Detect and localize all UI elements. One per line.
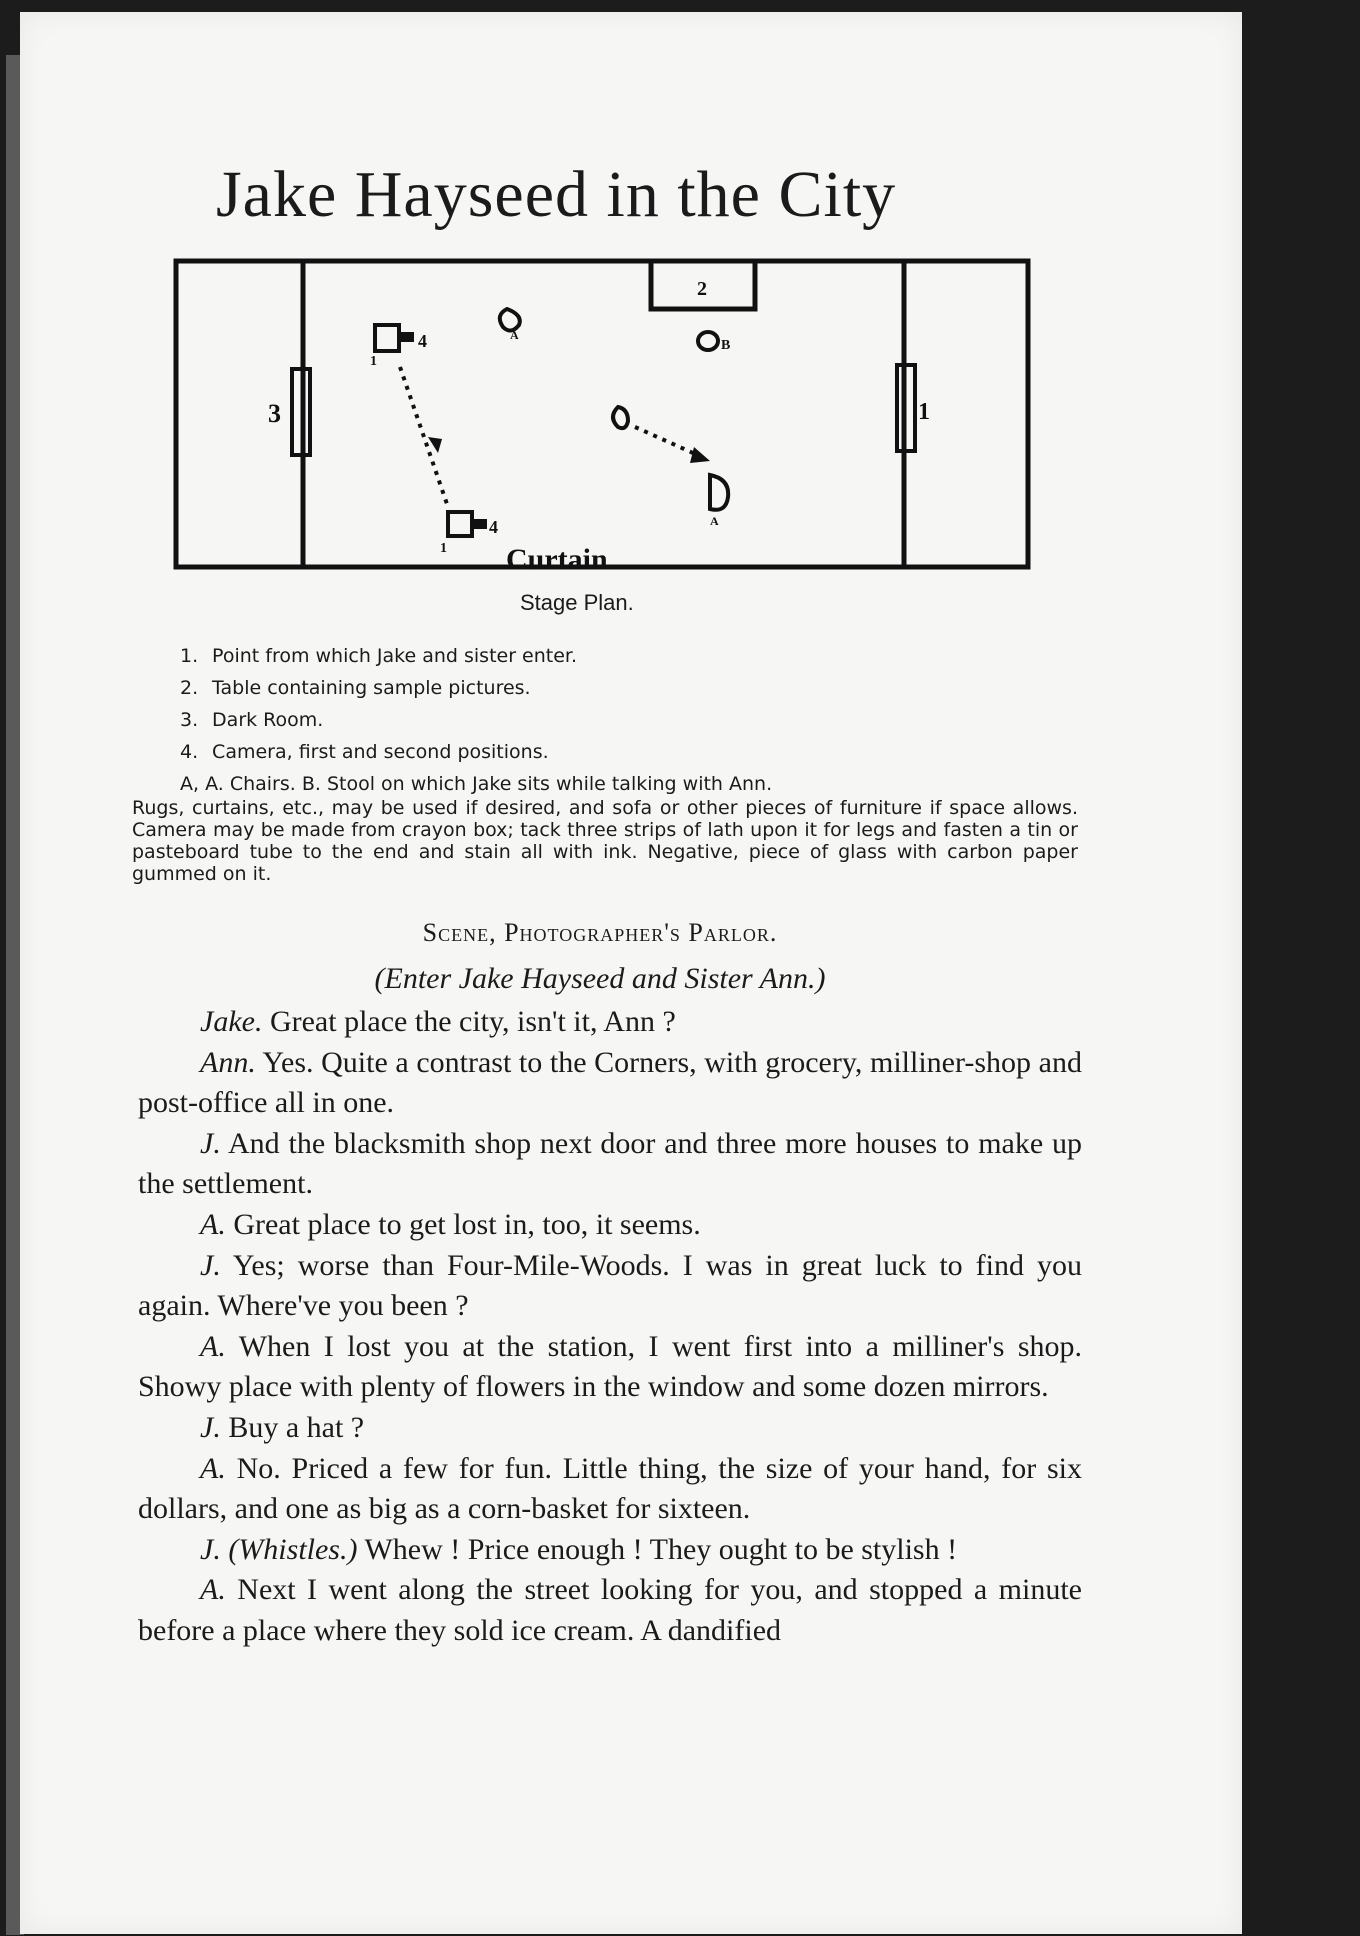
label-4-second: 4 — [489, 517, 498, 537]
legend-item — [180, 640, 1080, 672]
chair-path-arrow — [690, 447, 710, 463]
dialogue-line — [138, 1002, 1082, 1043]
camera-first-position — [375, 325, 399, 351]
staging-notes: Rugs, curtains, etc., may be used if desired, and sofa or other pieces of furniture if space allows. Camera may be made from crayon box; tack three strips of lath upon it for legs and fasten a tin or pasteboard tube to the end and stain all with ink. Negative, piece of glass with carbon paper gummed on it. — [132, 797, 1078, 885]
camera-move-path — [400, 367, 448, 507]
speaker: A. — [200, 1207, 226, 1241]
page-title: Jake Hayseed in the City — [216, 158, 897, 231]
dialogue-line — [138, 1205, 1082, 1246]
inline-direction: (Whistles.) — [228, 1532, 358, 1566]
legend-item — [180, 704, 1080, 736]
legend-text: Camera, first and second positions. — [212, 741, 549, 763]
plan-legend — [180, 640, 1080, 800]
line-text: Whew ! Price enough ! They ought to be stylish ! — [364, 1532, 958, 1566]
stool-b — [698, 332, 718, 350]
camera-second-position — [448, 512, 472, 536]
speaker: A. — [200, 1451, 226, 1485]
speaker: A. — [200, 1573, 226, 1607]
line-text: No. Priced a few for fun. Little thing, the size of your hand, for six dollars, and one as big as a corn-basket for sixteen. — [138, 1451, 1083, 1526]
legend-text: Point from which Jake and sister enter. — [212, 645, 578, 667]
camera-path-arrow — [428, 437, 442, 453]
speaker: A. — [200, 1329, 226, 1363]
chair-a-bottom — [710, 475, 728, 510]
speaker: J. — [200, 1532, 221, 1566]
legend-num: 3. — [180, 709, 199, 731]
label-a-bottom: A — [710, 514, 719, 528]
chair-move-path — [635, 427, 702, 457]
line-text: Next I went along the street looking for you, and stopped a minute before a place where they sold ice cream. A dandified — [138, 1573, 1082, 1647]
dialogue-line — [138, 1570, 1082, 1651]
legend-text: Table containing sample pictures. — [212, 677, 531, 699]
dialogue-line — [138, 1530, 1082, 1571]
dialogue-line — [138, 1408, 1082, 1449]
camera-lens-first — [400, 332, 414, 342]
legend-text: Dark Room. — [212, 709, 324, 731]
label-4-first: 4 — [418, 331, 427, 351]
speaker: Ann. — [200, 1045, 256, 1079]
legend-item — [180, 768, 1080, 800]
plan-caption: Stage Plan. — [520, 590, 634, 615]
label-3: 3 — [268, 399, 281, 428]
line-text: Buy a hat ? — [228, 1410, 365, 1444]
book-page — [20, 12, 1242, 1934]
legend-num: 2. — [180, 677, 199, 699]
legend-item — [180, 672, 1080, 704]
line-text: Great place the city, isn't it, Ann ? — [269, 1005, 676, 1038]
label-1: 1 — [918, 399, 930, 425]
speaker: J. — [200, 1410, 221, 1444]
speaker: J. — [200, 1126, 221, 1160]
dialogue — [138, 1002, 1082, 1652]
legend-item — [180, 736, 1080, 768]
legend-num: 1. — [180, 645, 199, 667]
label-b: B — [721, 338, 731, 353]
label-1-second: 1 — [440, 541, 447, 556]
dialogue-line — [138, 1449, 1082, 1530]
stage-plan-diagram — [170, 257, 1036, 577]
line-text: Yes. Quite a contrast to the Corners, with grocery, milliner-shop and post-office all in one. — [138, 1045, 1082, 1120]
label-2: 2 — [697, 278, 707, 300]
line-text: Yes; worse than Four-Mile-Woods. I was in great luck to find you again. Where've you been ? — [138, 1248, 1082, 1323]
legend-text: A, A. Chairs. B. Stool on which Jake sits while talking with Ann. — [180, 773, 773, 795]
label-a-top: A — [510, 328, 519, 342]
line-text: When I lost you at the station, I went first into a milliner's shop. Showy place with plenty of flowers in the window and some dozen mirrors. — [138, 1329, 1082, 1404]
scene-heading: Scene, Photographer's Parlor. — [422, 918, 778, 947]
line-text: And the blacksmith shop next door and three more houses to make up the settlement. — [138, 1126, 1082, 1201]
stage-direction: (Enter Jake Hayseed and Sister Ann.) — [374, 962, 826, 995]
speaker: Jake. — [200, 1005, 263, 1038]
chair-b-left — [613, 407, 628, 428]
dialogue-line — [138, 1043, 1082, 1124]
curtain-label: Curtain — [506, 543, 608, 576]
label-1-first: 1 — [370, 354, 377, 369]
speaker: J. — [200, 1248, 221, 1282]
camera-lens-second — [473, 519, 487, 529]
dialogue-line — [138, 1124, 1082, 1205]
dialogue-line — [138, 1327, 1082, 1408]
legend-num: 4. — [180, 741, 199, 763]
line-text: Great place to get lost in, too, it seems. — [233, 1207, 701, 1241]
dialogue-line — [138, 1246, 1082, 1327]
